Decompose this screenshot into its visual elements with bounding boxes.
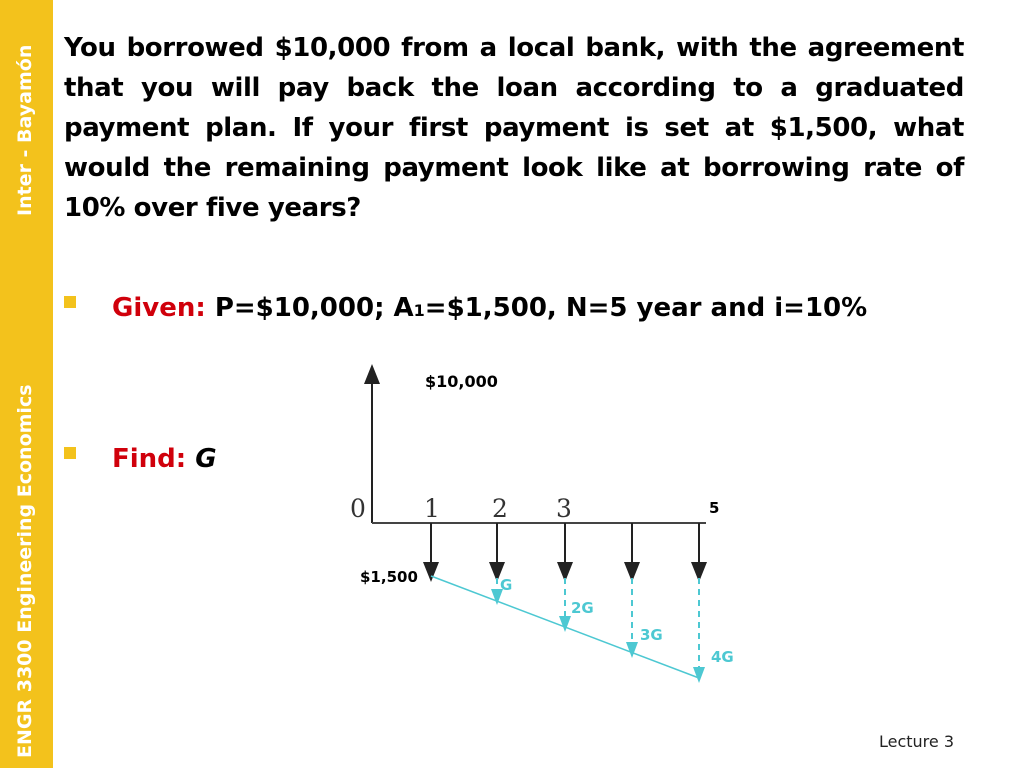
find-label: Find:: [112, 444, 187, 474]
find-value: G: [195, 444, 217, 474]
footer-lecture-label: Lecture 3: [878, 732, 954, 751]
axis-number-2: 2: [492, 494, 508, 523]
sidebar-institution-label: Inter - Bayamón: [14, 44, 36, 216]
axis-number-0: 0: [350, 494, 366, 523]
gradient-label-g: G: [500, 576, 513, 594]
axis-number-1: 1: [424, 494, 440, 523]
problem-statement: You borrowed $10,000 from a local bank, with the agreement that you will pay back the loan according to a graduated payment plan. If your first payment is set at $1,500, what would the remaining payment look like at borrowing rate of 10% over five years?: [64, 33, 964, 223]
first-payment-label: $1,500: [360, 568, 418, 586]
gradient-label-4g: 4G: [711, 648, 734, 666]
axis-number-5: 5: [709, 499, 720, 517]
axis-number-3: 3: [556, 494, 572, 523]
given-p: P=$10,000; A: [214, 293, 414, 323]
given-subscript: 1: [413, 301, 425, 320]
principal-label: $10,000: [425, 372, 498, 391]
given-label: Given:: [112, 293, 206, 323]
gradient-label-3g: 3G: [640, 626, 663, 644]
given-rest: =$1,500, N=5 year and i=10%: [424, 293, 868, 323]
sidebar-course-label: ENGR 3300 Engineering Economics: [14, 384, 36, 758]
gradient-label-2g: 2G: [571, 599, 594, 617]
